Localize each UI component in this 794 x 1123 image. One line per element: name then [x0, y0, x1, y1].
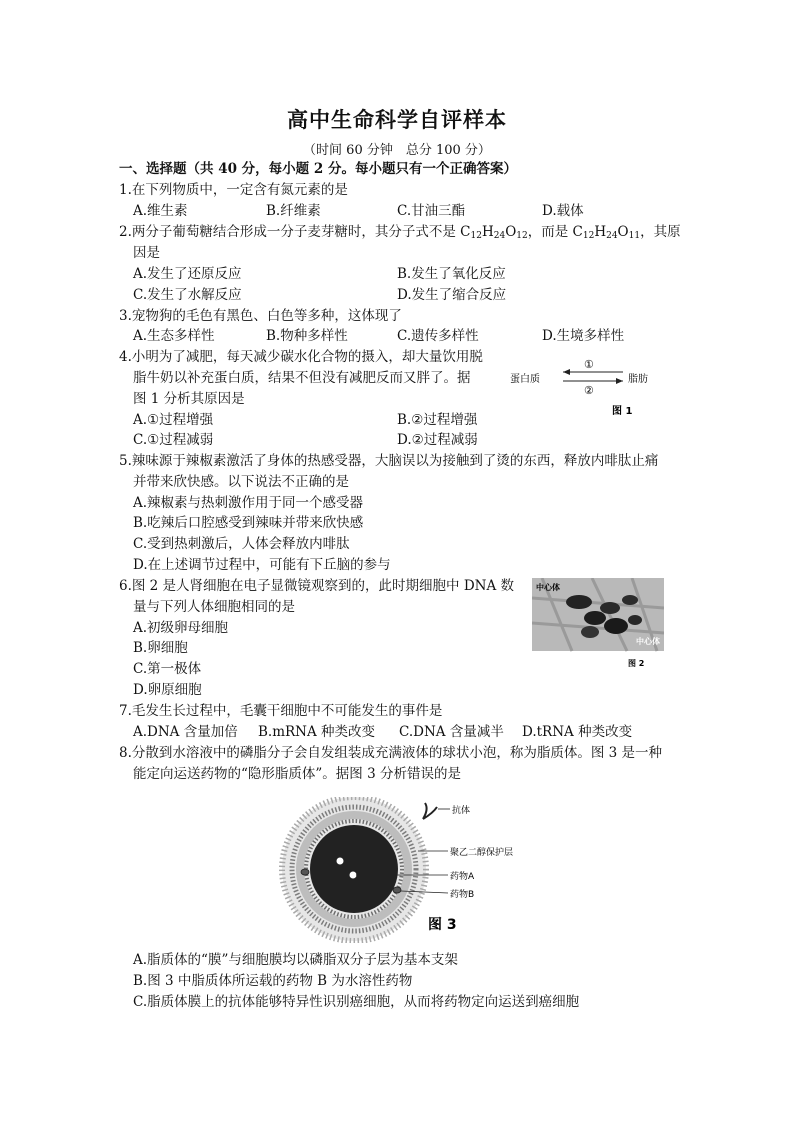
section-heading: 一、选择题（共 40 分，每小题 2 分。每小题只有一个正确答案）: [119, 161, 517, 177]
formula-sub: 24: [606, 231, 618, 241]
fig1-arrowhead-1: [563, 369, 570, 375]
formula-sub: 12: [470, 231, 482, 241]
exam-info: （时间 60 分钟 总分 100 分）: [303, 143, 491, 158]
q2-stem: [119, 223, 681, 245]
q4-option-a: A.①过程增强: [133, 412, 214, 428]
q4-option-d: D.②过程减弱: [397, 432, 478, 448]
q5-stem-line1: 5.辣味源于辣椒素激活了身体的热感受器，大脑误以为接触到了烫的东西，释放内啡肽止痛: [119, 453, 659, 469]
q2-stem-mid: ，而是 C: [527, 224, 583, 240]
q6-option-b: B.卵细胞: [133, 640, 188, 656]
drug-a-particle: [350, 872, 357, 879]
fig1-fat-label: 脂肪: [628, 374, 648, 385]
q6-stem-line2: 量与下列人体细胞相同的是: [133, 599, 295, 615]
fig1-mark-2: ②: [584, 384, 594, 397]
chromosome-blob: [622, 595, 638, 605]
q7-option-b: B.mRNA 种类改变: [258, 724, 376, 740]
q8-option-b: B.图 3 中脂质体所运载的药物 B 为水溶性药物: [133, 973, 413, 989]
figure-3-liposome: [268, 797, 524, 943]
figure-1: [505, 352, 675, 424]
label-drug-a: 药物A: [450, 872, 475, 882]
formula-sub: 11: [628, 231, 641, 241]
formula-element: H: [594, 224, 607, 240]
q1-option-b: B.纤维素: [266, 203, 321, 219]
antibody-icon: [423, 803, 437, 819]
q2-stem-end: ，其原: [640, 224, 681, 240]
page-title: 高中生命科学自评样本: [287, 107, 507, 132]
q3-option-a: A.生态多样性: [133, 328, 215, 344]
q4-option-b: B.②过程增强: [397, 412, 478, 428]
figure-2-micrograph: [532, 578, 664, 670]
q7-option-a: A.DNA 含量加倍: [133, 724, 238, 740]
q2-option-c: C.发生了水解反应: [133, 287, 242, 303]
q1-option-a: A.维生素: [133, 203, 188, 219]
drug-a-particle: [337, 858, 344, 865]
formula-sub: 12: [582, 231, 595, 241]
q2-option-a: A.发生了还原反应: [133, 266, 242, 282]
chromosome-blob: [581, 626, 599, 638]
formula-sub: 24: [493, 231, 506, 241]
q6-option-c: C.第一极体: [133, 661, 202, 677]
q5-option-d: D.在上述调节过程中，可能有下丘脑的参与: [133, 557, 391, 573]
liposome-core: [310, 825, 398, 913]
chromosome-blob: [600, 602, 620, 614]
q3-option-c: C.遗传多样性: [397, 328, 479, 344]
fig1-protein-label: 蛋白质: [510, 374, 540, 385]
chromosome-blob: [566, 595, 592, 609]
q1-option-d: D.载体: [542, 203, 584, 219]
q2-option-b: B.发生了氧化反应: [397, 266, 506, 282]
q4-stem-line3: 图 1 分析其原因是: [133, 391, 245, 407]
chromosome-blob: [628, 615, 642, 625]
chromosome-blob: [584, 611, 606, 625]
q5-option-c: C.受到热刺激后，人体会释放内啡肽: [133, 536, 350, 552]
q3-option-d: D.生境多样性: [542, 328, 625, 344]
q8-stem-line1: 8.分散到水溶液中的磷脂分子会自发组装成充满液体的球状小泡，称为脂质体。图 3 是一种: [119, 745, 663, 761]
q5-option-b: B.吃辣后口腔感受到辣味并带来欣快感: [133, 515, 364, 531]
q7-option-d: D.tRNA 种类改变: [522, 724, 633, 740]
q6-option-a: A.初级卵母细胞: [133, 620, 229, 636]
q8-stem-line2: 能定向运送药物的“隐形脂质体”。据图 3 分析错误的是: [133, 766, 461, 782]
q5-stem-line2: 并带来欣快感。以下说法不正确的是: [133, 474, 349, 490]
label-drug-b: 药物B: [450, 890, 475, 900]
centrosome-label-a: 中心体: [536, 583, 560, 592]
fig1-arrowhead-2: [616, 378, 623, 384]
q2-stem-cont: 因是: [133, 245, 160, 261]
q6-stem-line1: 6.图 2 是人肾细胞在电子显微镜观察到的，此时期细胞中 DNA 数: [119, 578, 515, 594]
q8-option-c: C.脂质体膜上的抗体能够特异性识别癌细胞，从而将药物定向运送到癌细胞: [133, 994, 580, 1010]
drug-b-particle: [393, 887, 401, 893]
formula-sub: 12: [516, 231, 528, 241]
q8-option-a: A.脂质体的“膜”与细胞膜均以磷脂双分子层为基本支架: [133, 952, 458, 968]
q1-option-c: C.甘油三酯: [397, 203, 466, 219]
fig1-mark-1: ①: [584, 358, 594, 371]
q3-option-b: B.物种多样性: [266, 328, 348, 344]
q3-stem: 3.宠物狗的毛色有黑色、白色等多种，这体现了: [119, 308, 402, 324]
fig3-caption: 图 3: [428, 917, 457, 933]
q2-stem-start: 2.两分子葡萄糖结合形成一分子麦芽糖时，其分子式不是 C: [119, 224, 471, 240]
centrosome-label-b: 中心体: [636, 637, 660, 646]
q4-stem-line2: 脂牛奶以补充蛋白质，结果不但没有减肥反而又胖了。据: [133, 370, 471, 386]
formula-element: O: [617, 224, 629, 240]
q4-stem-line1: 4.小明为了减肥，每天减少碳水化合物的摄入，却大量饮用脱: [119, 349, 483, 365]
q7-option-c: C.DNA 含量减半: [399, 724, 504, 740]
label-peg-layer: 聚乙二醇保护层: [450, 848, 514, 858]
chromosome-blob: [604, 618, 628, 634]
q7-stem: 7.毛发生长过程中，毛囊干细胞中不可能发生的事件是: [119, 703, 443, 719]
q5-option-a: A.辣椒素与热刺激作用于同一个感受器: [133, 495, 364, 511]
fig2-caption: 图 2: [628, 659, 645, 668]
formula-element: O: [505, 224, 517, 240]
label-antibody: 抗体: [452, 806, 471, 816]
fig1-caption: 图 1: [612, 406, 633, 417]
q4-option-c: C.①过程减弱: [133, 432, 214, 448]
q6-option-d: D.卵原细胞: [133, 682, 202, 698]
q2-option-d: D.发生了缩合反应: [397, 287, 507, 303]
q1-stem: 1.在下列物质中，一定含有氮元素的是: [119, 182, 348, 198]
drug-b-particle: [301, 869, 309, 875]
formula-element: H: [481, 224, 494, 240]
